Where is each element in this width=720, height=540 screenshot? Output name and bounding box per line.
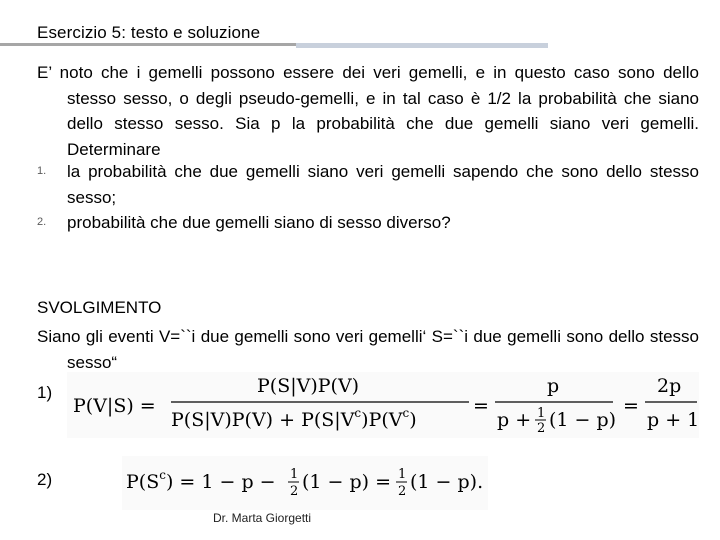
events-definition: Siano gli eventi V=``i due gemelli sono veri gemelli‘ S=``i due gemelli sono dello stesso sesso“ xyxy=(37,327,699,372)
half-numerator: 1 xyxy=(290,467,299,482)
formula-lhs: P(V|S) = xyxy=(73,395,156,417)
formula-denominator: p + 1 xyxy=(647,409,699,431)
half-denominator: 2 xyxy=(537,421,546,436)
formula-end: (1 − p). xyxy=(410,471,484,493)
question-text: la probabilità che due gemelli siano veri gemelli sapendo che sono dello stesso sesso; xyxy=(67,162,699,207)
formula-lhs: $P(S^c) = 1 - p$ − xyxy=(126,468,276,493)
problem-statement: E’ noto che i gemelli possono essere dei veri gemelli, e in questo caso sono dello stesso sesso, o degli pseudo-gemelli, e in tal caso è 1/2 la probabilità che siano dello stesso sesso. Sia p la probabilità che due gemelli siano veri gemelli. Determinare xyxy=(37,63,699,159)
solution-label: 1) xyxy=(37,383,53,402)
title-underline-accent xyxy=(296,43,548,48)
question-list-item xyxy=(37,210,699,236)
half-numerator: 1 xyxy=(398,467,407,482)
formula-complement xyxy=(122,456,488,510)
formula-bayes xyxy=(67,372,699,438)
question-text: probabilità che due gemelli siano di sesso diverso? xyxy=(67,213,451,232)
question-number: 2. xyxy=(37,216,47,228)
formula-numerator: p xyxy=(547,375,560,397)
formula-middle: (1 − p) = xyxy=(302,471,392,493)
formula-numerator: 2p xyxy=(657,375,682,397)
footer-author: Dr. Marta Giorgetti xyxy=(213,511,312,525)
formula-denominator: p + xyxy=(497,409,532,431)
half-denominator: 2 xyxy=(290,484,299,499)
equals-sign: = xyxy=(473,395,489,417)
equals-sign: = xyxy=(623,395,639,417)
solution-heading: SVOLGIMENTO xyxy=(37,298,162,317)
question-list-item xyxy=(37,159,699,210)
question-number: 1. xyxy=(37,165,47,177)
formula-numerator: P(S|V)P(V) xyxy=(257,375,360,397)
solution-label: 2) xyxy=(37,470,53,489)
half-numerator: 1 xyxy=(537,406,546,421)
slide-title: Esercizio 5: testo e soluzione xyxy=(37,23,261,42)
half-denominator: 2 xyxy=(398,484,407,499)
formula-denominator: $P(S|V)P(V) + P(S|V^c)P(V^c)$ xyxy=(171,406,417,431)
formula-denominator: (1 − p) xyxy=(549,409,617,431)
